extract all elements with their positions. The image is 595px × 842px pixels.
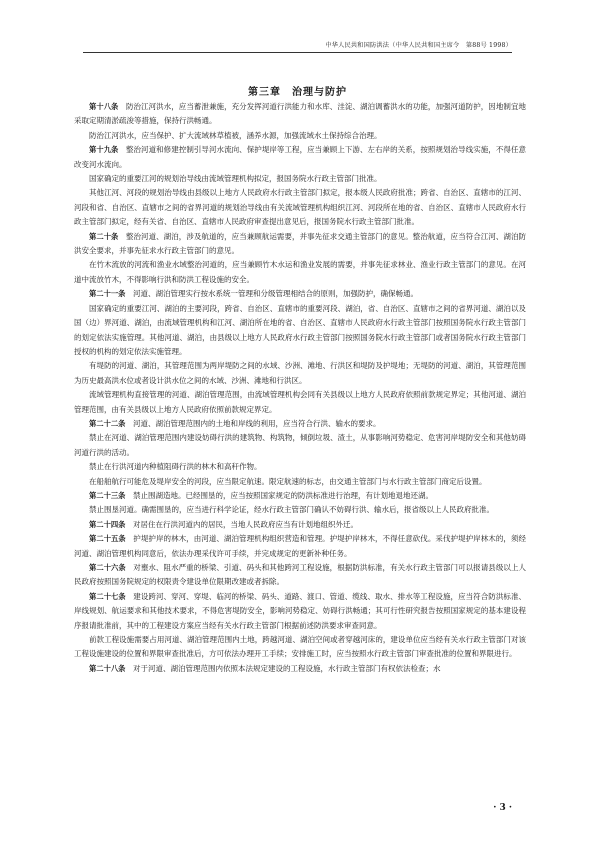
paragraph-text: 禁止围湖造地。已经围垦的，应当按照国家规定的防洪标准进行治理，有计划地退地还湖。 <box>125 490 433 500</box>
paragraph <box>74 186 526 229</box>
paragraph-text: 流域管理机构直接管理的河道、湖泊管理范围，由流域管理机构会同有关县级以上地方人民政府依照前款规定界定；其他河道、湖泊管理范围，由有关县级以上地方人民政府依照前款规定界定。 <box>74 390 526 414</box>
paragraph <box>74 302 526 360</box>
paragraph-text: 对于河道、湖泊管理范围内依照本法规定建设的工程设施，水行政主管部门有权依法检查；水 <box>125 663 441 673</box>
paragraph <box>74 503 526 517</box>
article-number: 第二十三条 <box>89 490 126 500</box>
paragraph-text: 对居住在行洪河道内的居民，当地人民政府应当有计划地组织外迁。 <box>125 519 358 529</box>
article-number: 第二十二条 <box>89 418 126 428</box>
paragraph-text: 防治江河洪水，应当蓄泄兼施，充分发挥河道行洪能力和水库、洼淀、湖泊调蓄洪水的功能，加强河道防护，因地制宜地采取定期清淤疏浚等措施，保持行洪畅通。 <box>74 102 527 126</box>
paragraph <box>74 100 526 129</box>
paragraph <box>74 172 526 186</box>
paragraph <box>74 143 526 172</box>
running-header: 中华人民共和国防洪法（中华人民共和国主席令 第88号 1998） <box>325 42 512 49</box>
paragraph <box>74 359 526 388</box>
paragraph-text: 禁止在河道、湖泊管理范围内建设妨碍行洪的建筑物、构筑物，倾倒垃圾、渣土，从事影响河势稳定、危害河岸堤防安全和其他妨碍河道行洪的活动。 <box>74 433 526 457</box>
paragraph <box>74 532 526 561</box>
paragraph-text: 防治江河洪水，应当保护、扩大流域林草植被，涵养水源，加强流域水土保持综合治理。 <box>89 130 382 140</box>
paragraph-text: 对壅水、阻水严重的桥梁、引道、码头和其他跨河工程设施，根据防洪标准，有关水行政主管部门可以报请县级以上人民政府按照国务院规定的权限责令建设单位限期改建或者拆除。 <box>74 563 526 587</box>
paragraph-text: 在船舶航行可能危及堤岸安全的河段，应当限定航速。限定航速的标志，由交通主管部门与水行政主管部门商定后设置。 <box>89 476 487 486</box>
article-number: 第十九条 <box>89 145 119 155</box>
paragraph <box>74 518 526 532</box>
paragraph <box>74 258 526 287</box>
article-number: 第二十八条 <box>89 663 126 673</box>
paragraph-text: 建设跨河、穿河、穿堤、临河的桥梁、码头、道路、渡口、管道、缆线、取水、排水等工程设施，应当符合防洪标准、岸线规划、航运要求和其他技术要求，不得危害堤防安全，影响河势稳定、妨碍行洪畅通；其可行性研究报告按照国家规定的基本建设程序报请批准前，其中的工程建设方案应当经有关水行政主管部门根据前述防洪要求审查同意。 <box>74 591 526 630</box>
paragraph-text: 河道、湖泊管理范围内的土地和岸线的利用，应当符合行洪、输水的要求。 <box>125 418 381 428</box>
article-number: 第二十条 <box>89 231 119 241</box>
article-number: 第二十七条 <box>89 591 126 601</box>
article-number: 第二十五条 <box>89 534 126 544</box>
article-number: 第二十一条 <box>89 289 126 299</box>
article-number: 第二十四条 <box>89 519 126 529</box>
paragraph-text: 整治河道和修建控制引导河水流向、保护堤岸等工程，应当兼顾上下游、左右岸的关系，按照规划治导线实施，不得任意改变河水流向。 <box>74 145 527 169</box>
paragraph-text: 国家确定的重要江河、湖泊的主要河段，跨省、自治区、直辖市的重要河段、湖泊，省、自治区、直辖市之间的省界河道、湖泊以及国（边）界河道、湖泊，由流域管理机构和江河、湖泊所在地的省、自治区、直辖市人民政府水行政主管部门按照国务院水行政主管部门的划定依法实施管理。其他河道、湖泊，由县级以上地方人民政府水行政主管部门按照国务院水行政主管部门或者国务院水行政主管部门授权的机构的划定依法实施管理。 <box>74 303 526 356</box>
paragraph <box>74 287 526 301</box>
paragraph <box>74 417 526 431</box>
paragraph <box>74 129 526 143</box>
paragraph <box>74 662 526 676</box>
paragraph-text: 禁止在行洪河道内种植阻碍行洪的林木和高秆作物。 <box>89 462 262 472</box>
chapter-title: 第三章 治理与防护 <box>248 87 347 98</box>
body-text <box>74 100 526 676</box>
page-number: · 3 · <box>493 803 512 813</box>
paragraph-text: 其他江河、河段的规划治导线由县级以上地方人民政府水行政主管部门拟定，报本级人民政府批准；跨省、自治区、直辖市的江河、河段和省、自治区、直辖市之间的省界河道的规划治导线由有关流域管理机构组织江河、河段所在地的省、自治区、直辖市人民政府水行政主管部门拟定，经有关省、自治区、直辖市人民政府审查提出意见后，报国务院水行政主管部门批准。 <box>74 188 526 227</box>
paragraph-text: 护堤护岸的林木，由河道、湖泊管理机构组织营造和管理。护堤护岸林木，不得任意砍伐。采伐护堤护岸林木的，须经河道、湖泊管理机构同意后，依法办理采伐许可手续，并完成规定的更新补种任务。 <box>74 534 526 558</box>
paragraph-text: 在竹木流放的河流和渔业水域整治河道的，应当兼顾竹木水运和渔业发展的需要，并事先征求林业、渔业行政主管部门的意见。在河道中流放竹木，不得影响行洪和防洪工程设施的安全。 <box>74 260 526 284</box>
paragraph-text: 禁止围垦河道。确需围垦的，应当进行科学论证，经水行政主管部门确认不妨碍行洪、输水后，报省级以上人民政府批准。 <box>89 505 494 515</box>
paragraph <box>74 489 526 503</box>
paragraph <box>74 590 526 633</box>
paragraph <box>74 475 526 489</box>
paragraph-text: 整治河道、湖泊，涉及航道的，应当兼顾航运需要，并事先征求交通主管部门的意见。整治航道，应当符合江河、湖泊防洪安全要求，并事先征求水行政主管部门的意见。 <box>74 231 527 256</box>
paragraph-text: 前款工程设施需要占用河道、湖泊管理范围内土地，跨越河道、湖泊空间或者穿越河床的，建设单位应当经有关水行政主管部门对该工程设施建设的位置和界限审查批准后，方可依法办理开工手续；安排施工时，应当按照水行政主管部门审查批准的位置和界限进行。 <box>74 635 526 659</box>
article-number: 第十八条 <box>89 102 119 111</box>
paragraph <box>74 431 526 460</box>
paragraph <box>74 230 526 259</box>
paragraph <box>74 388 526 417</box>
paragraph-text: 河道、湖泊管理实行按水系统一管理和分级管理相结合的原则，加强防护，确保畅通。 <box>125 289 418 299</box>
article-number: 第二十六条 <box>89 563 126 572</box>
paragraph <box>74 561 526 590</box>
header-rule <box>83 52 512 53</box>
paragraph-text: 有堤防的河道、湖泊，其管理范围为两岸堤防之间的水域、沙洲、滩地、行洪区和堤防及护堤地；无堤防的河道、湖泊，其管理范围为历史最高洪水位或者设计洪水位之间的水域、沙洲、滩地和行洪区。 <box>74 361 526 385</box>
paragraph <box>74 633 526 662</box>
paragraph <box>74 460 526 474</box>
paragraph-text: 国家确定的重要江河的规划治导线由流域管理机构拟定，报国务院水行政主管部门批准。 <box>89 174 382 184</box>
